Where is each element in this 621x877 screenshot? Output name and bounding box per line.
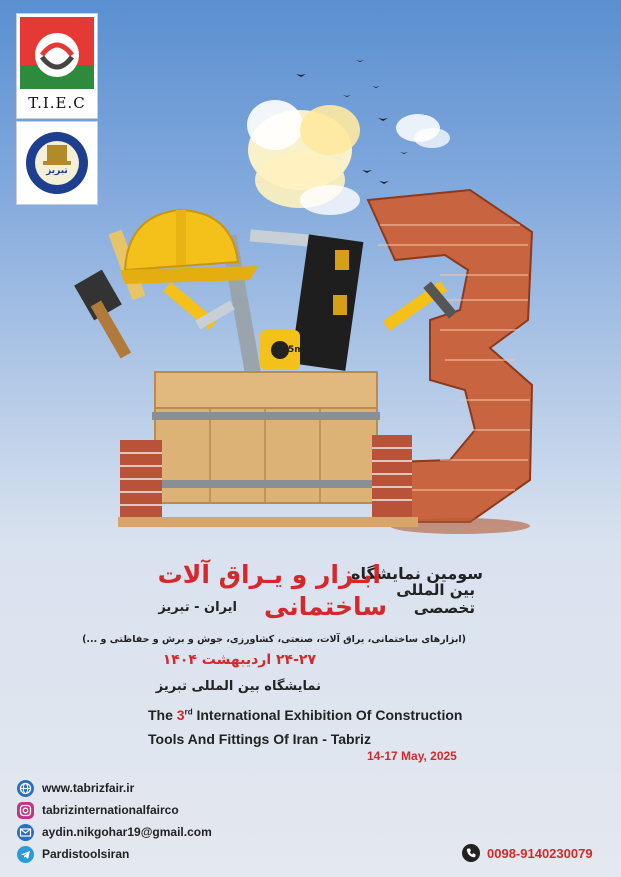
mail-icon (17, 824, 34, 841)
website-text[interactable]: www.tabrizfair.ir (42, 781, 135, 795)
exhibition-categories: (ابزارهای ساختمانی، یراق آلات، صنعتی، کشاورزی، جوش و برش و حفاظتی و ...) (82, 634, 466, 645)
big-number (440, 320, 441, 321)
brick-wall-left (120, 440, 162, 518)
telegram-icon (17, 846, 34, 863)
exhibition-venue-fa: نمایشگاه بین المللی تبریز (155, 679, 321, 694)
contact-phone[interactable] (462, 844, 593, 862)
english-title-line1 (148, 707, 462, 723)
title-line-international: بین المللی (396, 581, 475, 599)
exhibition-dates-fa: ۲۴-۲۷ اردیبهشت ۱۴۰۴ (162, 652, 316, 668)
english-title-line2: Tools And Fittings Of Iran - Tabriz (148, 731, 371, 747)
title-line-ordinal: سومین نمایشگاه (351, 564, 483, 583)
contact-email[interactable] (17, 823, 212, 841)
contact-instagram[interactable] (17, 801, 179, 819)
phone-text[interactable]: 0098-9140230079 (487, 845, 593, 861)
english-title-rest: International Exhibition Of Construction (192, 707, 463, 723)
wooden-crate (152, 372, 380, 503)
wooden-base (118, 517, 418, 527)
phone-icon (462, 844, 480, 862)
title-location: ایران - تبریز (158, 600, 237, 615)
title-headline-construction: ساختمانی (263, 592, 387, 621)
exhibition-dates-en: 14-17 May, 2025 (367, 749, 457, 763)
title-line-specialized: تخصصی (413, 599, 475, 617)
cloud-sun (247, 100, 360, 215)
tiec-emblem-icon (20, 17, 94, 89)
tabriz-logo-text: تبریز (46, 166, 68, 176)
brick-wall-right (372, 435, 412, 518)
telegram-text[interactable]: Pardistoolsiran (42, 847, 130, 861)
email-text[interactable]: aydin.nikgohar19@gmail.com (42, 825, 212, 839)
instagram-icon (17, 802, 34, 819)
tabriz-seal-icon (23, 127, 91, 199)
instagram-text[interactable]: tabrizinternationalfairco (42, 803, 179, 817)
english-title-ordinal-suffix: rd (184, 707, 193, 717)
title-headline-tools: ابـزار و یـراق آلات (157, 560, 381, 589)
contact-telegram[interactable] (17, 845, 129, 863)
tiec-logo (17, 14, 97, 118)
globe-icon (17, 780, 34, 797)
cloud-small (396, 114, 450, 148)
contact-website[interactable] (17, 779, 134, 797)
tabriz-logo (17, 122, 97, 204)
tape-label: 5m (288, 345, 304, 355)
english-title-prefix: The (148, 707, 177, 723)
tiec-logo-text: T.I.E.C (28, 94, 86, 112)
english-title-ordinal: 3 (176, 707, 185, 723)
